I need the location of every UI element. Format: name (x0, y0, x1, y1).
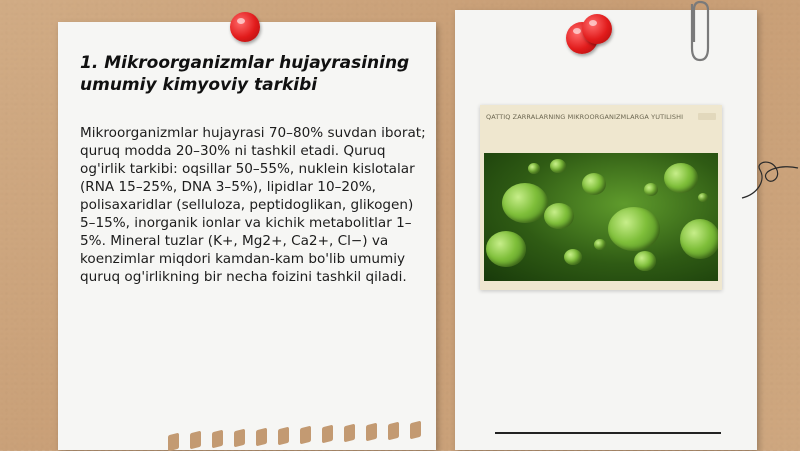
pushpin-icon (230, 12, 260, 42)
paperclip-icon (680, 0, 720, 70)
photo-caption: QATTIQ ZARRALARNING MIKROORGANIZMLARGA YUTILISHI (486, 113, 684, 121)
photo-badge (698, 113, 716, 120)
torn-perforation (160, 420, 436, 450)
left-note-sheet (58, 22, 436, 450)
green-microorganism-cells-image (484, 153, 718, 281)
arrow-right-icon (495, 432, 721, 434)
slide-title: 1. Mikroorganizmlar hujayrasining umumiy kimyoviy tarkibi (80, 53, 410, 95)
right-note-sheet (455, 10, 757, 450)
swirl-doodle-icon (740, 150, 800, 210)
photo-card (480, 105, 722, 290)
slide-body-text: Mikroorganizmlar hujayrasi 70–80% suvdan iborat; quruq modda 20–30% ni tashkil etadi. Quruq og'irlik tarkibi: oqsillar 50–55%, nuklein kislotalar (RNA 15–25%, DNA 3–5%), lipidlar 10–20%, polisaxaridlar (selluloza, peptidoglikan, glikogen) 5–15%, inorganik ionlar va kichik metabolitlar 1–5%. Mineral tuzlar (K+, Mg2+, Ca2+, Cl−) va koenzimlar miqdori kamdan-kam bo'lib umumiy quruq og'irlikning bir necha foizini tashkil qiladi. (80, 125, 426, 285)
pushpin-icon (582, 14, 612, 44)
